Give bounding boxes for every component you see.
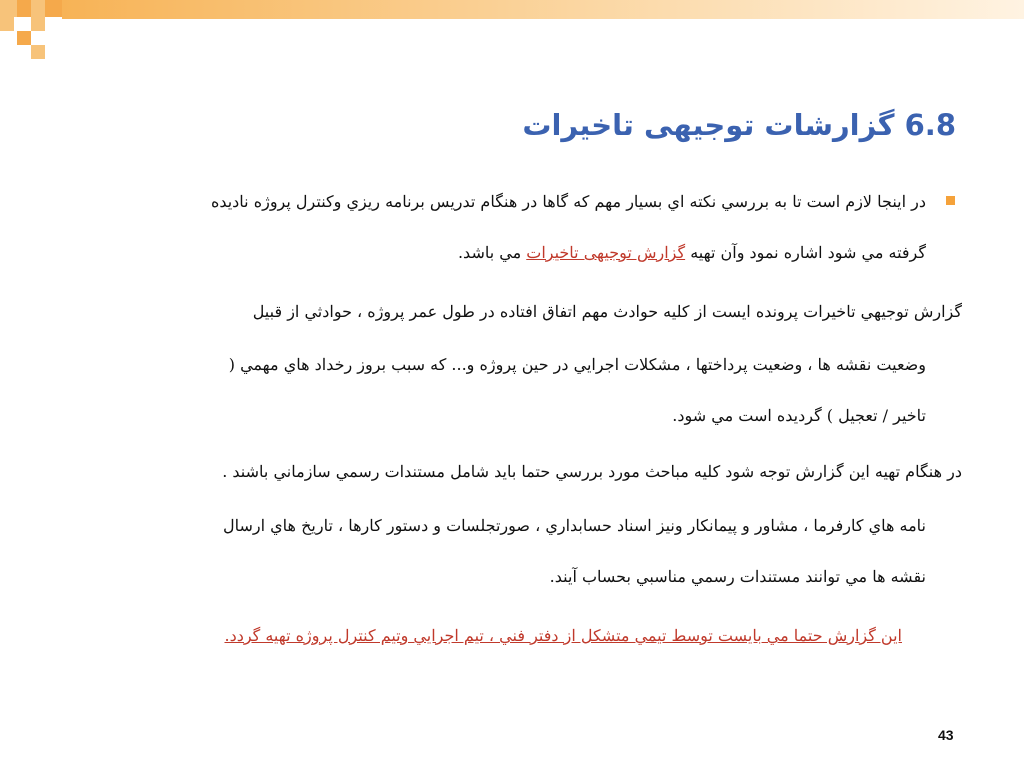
bullet-square-icon (946, 196, 955, 205)
header-decoration (0, 0, 1024, 62)
deco-square (0, 0, 17, 17)
deco-square (45, 0, 62, 17)
deco-square (31, 17, 45, 31)
deco-square (0, 17, 14, 31)
team-note-link[interactable]: اين گزارش حتما مي بايست توسط تيمي متشكل از دفتر فني ، تيم اجرايي وتيم كنترل پروژه تهيه گردد. (224, 626, 902, 645)
deco-square (31, 45, 45, 59)
delay-report-link[interactable]: گزارش توجیهی تاخیرات (526, 243, 686, 262)
paragraph-1-line-1: در اينجا لازم است تا به بررسي نكته اي بسيار مهم كه گاها در هنگام تدريس برنامه ريزي وكنترل پروژه ناديده (210, 192, 926, 211)
paragraph-3-line-3: نقشه ها مي توانند مستندات رسمي مناسبي بحساب آيند. (549, 567, 926, 586)
paragraph-3-line-1: در هنگام تهيه اين گزارش توجه شود كليه مباحث مورد بررسي حتما بايد شامل مستندات رسمي سازماني باشند . (222, 462, 962, 481)
paragraph-2-line-3: تاخير / تعجيل ) گرديده است مي شود. (672, 406, 926, 425)
p1-text-after: مي باشد. (457, 243, 527, 262)
paragraph-1-line-2 (458, 243, 926, 262)
p1-text-before: گرفته مي شود اشاره نمود وآن تهيه (685, 243, 926, 262)
deco-square (17, 31, 31, 45)
paragraph-3-line-2: نامه هاي كارفرما ، مشاور و پيمانكار ونيز اسناد حسابداري ، صورتجلسات و دستور كارها ، تاريخ هاي ارسال (222, 516, 926, 535)
paragraph-2-line-1: گزارش توجيهي تاخيرات پرونده ايست از كليه حوادث مهم اتفاق افتاده در طول عمر پروژه ، حوادثي از قبيل (252, 302, 962, 321)
deco-square (31, 0, 45, 17)
slide-title: 6.8 گزارشات توجیهی تاخیرات (522, 108, 956, 142)
paragraph-2-line-2: وضعيت نقشه ها ، وضعيت پرداختها ، مشكلات اجرايي در حين پروژه و... كه سبب بروز رخداد هاي مهمي ( (228, 355, 926, 374)
header-gradient-band (62, 0, 1024, 19)
page-number: 43 (938, 727, 954, 743)
deco-square (17, 0, 31, 17)
